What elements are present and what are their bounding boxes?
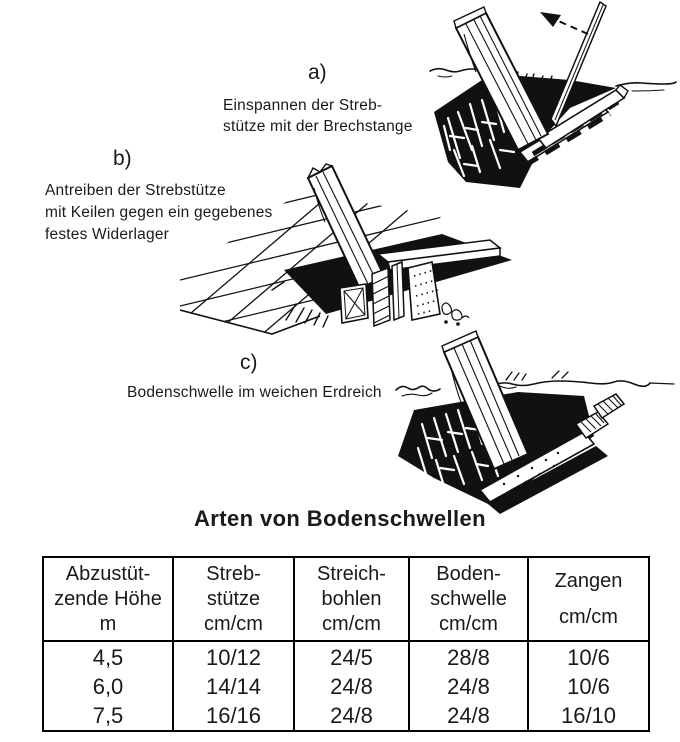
values-streichbohlen: 24/5 24/8 24/8 xyxy=(294,641,409,731)
abutment-end-grain-block xyxy=(340,284,368,323)
pry-direction-arrow xyxy=(540,12,588,34)
col-header-abzustuetzende-hoehe: Abzustüt- zende Höhe m xyxy=(43,557,173,641)
bodenschwellen-size-table xyxy=(42,556,650,732)
values-strebstuetze: 10/12 14/14 16/16 xyxy=(173,641,294,731)
caption-line: Bodenschwelle im weichen Erdreich xyxy=(127,384,382,401)
figure-a-caption xyxy=(223,95,413,137)
table-title: Arten von Bodenschwellen xyxy=(194,506,486,531)
caption-line: Einspannen der Streb- xyxy=(223,97,383,114)
col-header-zangen: Zangen cm/cm xyxy=(528,557,649,641)
caption-line: Antreiben der Strebstütze xyxy=(45,182,226,199)
table-body-row xyxy=(43,641,649,731)
caption-line: stütze mit der Brechstange xyxy=(223,118,413,135)
col-header-bodenschwelle: Boden- schwelle cm/cm xyxy=(409,557,528,641)
caption-line: festes Widerlager xyxy=(45,226,170,243)
figure-b-illustration xyxy=(180,158,592,356)
caption-line: mit Keilen gegen ein gegebenes xyxy=(45,204,273,221)
values-zangen: 10/6 10/6 16/10 xyxy=(528,641,649,731)
figure-a-label: a) xyxy=(308,61,327,84)
values-bodenschwelle: 28/8 24/8 24/8 xyxy=(409,641,528,731)
figure-b-label: b) xyxy=(113,147,132,170)
timber-packing-strip xyxy=(392,262,404,320)
hatched-wedge xyxy=(372,268,390,326)
ground-line xyxy=(396,371,674,396)
pavement-edge xyxy=(180,310,320,334)
figure-c-caption xyxy=(127,382,382,403)
figure-c-illustration xyxy=(388,328,680,518)
col-header-streichbohlen: Streich- bohlen cm/cm xyxy=(294,557,409,641)
figure-c-label: c) xyxy=(240,351,258,374)
values-hoehe: 4,5 6,0 7,5 xyxy=(43,641,173,731)
col-header-strebstuetze: Streb- stütze cm/cm xyxy=(173,557,294,641)
rubble xyxy=(442,303,469,325)
table-header-row xyxy=(43,557,649,641)
